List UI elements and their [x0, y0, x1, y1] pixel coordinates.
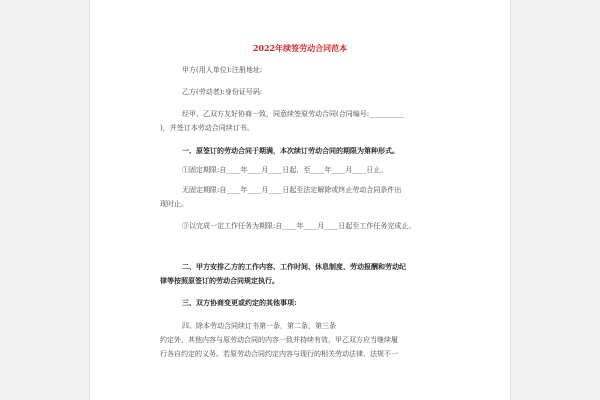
option-2-line-2: 现时止。 — [160, 200, 188, 208]
intro-line-2: )，并签订本劳动合同续订书。 — [160, 124, 254, 132]
intro-line-1: 经甲、乙双方友好协商一致，同意续签原劳动合同(合同编号:__________ — [182, 110, 405, 118]
option-2-line-1: 无固定期限:自____年____月____日起至法定解除或终止劳动合同条件出 — [182, 186, 402, 194]
section-3-heading: 三、双方协商变更或约定的其他事项: — [182, 298, 297, 307]
option-3-task-term: ③以完成一定工作任务为期限:自____年____月____日起至工作任务完成止。 — [182, 222, 416, 230]
section-2-line-1: 二、甲方安排乙方的工作内容、工作时间、休息制度、劳动报酬和劳动纪 — [182, 262, 406, 271]
section-4-line-3: 行各自约定的义务。若原劳动合同约定内容与现行的相关劳动法律、法规不一 — [160, 350, 398, 358]
section-4-line-2: 约定外，其他内容与原劳动合同的内容一致并持续有效，甲乙双方应当继续履 — [160, 336, 398, 344]
section-1-heading: 一、原签订的劳动合同于期满，本次续订劳动合同的期限为第种形式。 — [182, 146, 399, 155]
document-title: 2022年续签劳动合同范本 — [252, 43, 348, 53]
document-page — [90, 0, 510, 400]
section-2-line-2: 律等按照原签订的劳动合同规定执行。 — [160, 276, 279, 285]
party-b-line: 乙方(劳动者):身份证号码: — [182, 88, 263, 96]
option-1-fixed-term: ①固定期限:自____年____月____日起，至____年____月____日止。 — [182, 166, 388, 174]
party-a-line: 甲方(用人单位):注册地址: — [182, 66, 263, 74]
section-4-line-1: 四、除本劳动合同续订书第一条，第二条，第三条 — [182, 322, 336, 330]
